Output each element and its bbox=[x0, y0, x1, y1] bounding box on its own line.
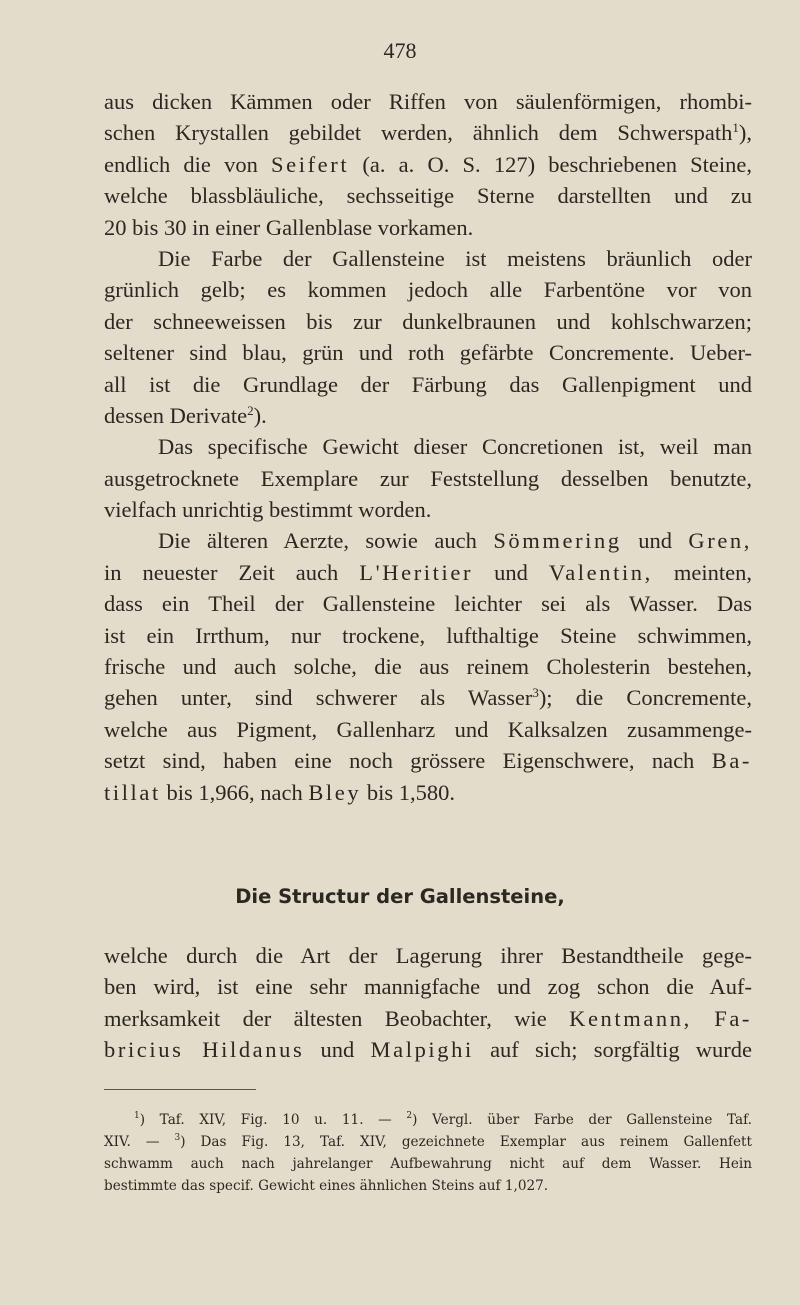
footnote-line: schwamm auch nach jahrelanger Aufbewahrung nicht auf dem Wasser. Hein bbox=[104, 1156, 752, 1172]
footnote-divider bbox=[104, 1089, 256, 1090]
author-name: bricius Hildanus bbox=[104, 1037, 305, 1063]
text-line: merksamkeit der ältesten Beobachter, wie Kentmann, Fa- bbox=[104, 1005, 753, 1031]
footnote-ref: 2 bbox=[247, 402, 254, 418]
footnote-line: bestimmte das specif. Gewicht eines ähnlichen Steins auf 1,027. bbox=[104, 1178, 549, 1194]
author-name: Kentmann, bbox=[569, 1005, 692, 1031]
text-line: grünlich gelb; es kommen jedoch alle Farbentöne vor von bbox=[104, 277, 752, 303]
author-name: Fa- bbox=[714, 1005, 753, 1031]
section-heading: Die Structur der Gallensteine, bbox=[235, 885, 565, 908]
paragraph-structure bbox=[104, 940, 752, 1066]
author-name: tillat bbox=[104, 779, 161, 805]
text-line: tillat bis 1,966, nach Bley bis 1,580. bbox=[104, 779, 455, 805]
text-line: setzt sind, haben eine noch grössere Eigenschwere, nach Ba- bbox=[104, 748, 753, 774]
text-line: welche aus Pigment, Gallenharz und Kalksalzen zusammenge- bbox=[104, 716, 752, 742]
author-name: Valentin, bbox=[548, 559, 653, 585]
text-line: aus dicken Kämmen oder Riffen von säulenförmigen, rhombi- bbox=[104, 89, 752, 114]
text-line: Das specifische Gewicht dieser Concretionen ist, weil man bbox=[158, 434, 752, 460]
author-name: Gren, bbox=[688, 528, 753, 554]
author-name: Malpighi bbox=[370, 1037, 474, 1063]
text-line: dass ein Theil der Gallensteine leichter sei als Wasser. Das bbox=[104, 591, 752, 617]
author-name: Sömmering bbox=[493, 528, 622, 554]
text-line: Die Farbe der Gallensteine ist meistens bräunlich oder bbox=[158, 245, 752, 271]
footnote-ref: 3 bbox=[532, 685, 539, 701]
text-line: der schneeweissen bis zur dunkelbraunen und kohlschwarzen; bbox=[104, 308, 752, 334]
author-name: Seifert bbox=[271, 151, 350, 177]
text-line: ist ein Irrthum, nur trockene, lufthaltige Steine schwimmen, bbox=[104, 622, 752, 648]
text-line: in neuester Zeit auch L'Heritier und Valentin, meinten, bbox=[104, 559, 753, 585]
text-line: ausgetrocknete Exemplare zur Feststellung desselben benutzte, bbox=[104, 465, 752, 491]
text-line: frische und auch solche, die aus reinem Cholesterin bestehen, bbox=[104, 654, 752, 680]
text-line: Die älteren Aerzte, sowie auch Sömmering und Gren, bbox=[158, 528, 753, 554]
text-line: gehen unter, sind schwerer als Wasser$^3$); die Concremente, bbox=[104, 685, 752, 711]
text-line: bricius Hildanus und Malpighi auf sich; sorgfältig wurde bbox=[104, 1037, 753, 1063]
text-line: ben wird, ist eine sehr mannigfache und zog schon die Auf- bbox=[104, 974, 752, 1000]
text-line: welche durch die Art der Lagerung ihrer Bestandtheile gege- bbox=[104, 943, 752, 968]
footnote-line: $^1$) Taf. XIV, Fig. 10 u. 11. — $^2$) Vergl. über Farbe der Gallensteine Taf. bbox=[134, 1111, 753, 1128]
text-line: schen Krystallen gebildet werden, ähnlich dem Schwerspath$^1$), bbox=[104, 120, 752, 146]
author-name: Ba- bbox=[711, 748, 753, 774]
text-line: dessen Derivate$^2$). bbox=[104, 402, 267, 428]
text-line: all ist die Grundlage der Färbung das Gallenpigment und bbox=[104, 371, 752, 397]
footnote-ref: 1 bbox=[732, 120, 739, 136]
author-name: L'Heritier bbox=[359, 559, 474, 585]
footnotes bbox=[104, 1109, 752, 1197]
text-line: seltener sind blau, grün und roth gefärbte Concremente. Ueber- bbox=[104, 340, 752, 366]
author-name: Bley bbox=[308, 779, 362, 805]
footnote-line: XIV. — $^3$) Das Fig. 13, Taf. XIV, gezeichnete Exemplar aus reinem Gallenfett bbox=[104, 1133, 752, 1150]
text-line: vielfach unrichtig bestimmt worden. bbox=[104, 497, 432, 523]
text-line: endlich die von Seifert (a. a. O. S. 127) beschriebenen Steine, bbox=[104, 151, 752, 177]
text-line: 20 bis 30 in einer Gallenblase vorkamen. bbox=[104, 214, 474, 240]
page-number: 478 bbox=[383, 38, 417, 63]
text-line: welche blassbläuliche, sechsseitige Sterne darstellten und zu bbox=[104, 183, 752, 209]
paragraph-continuation bbox=[104, 86, 752, 808]
